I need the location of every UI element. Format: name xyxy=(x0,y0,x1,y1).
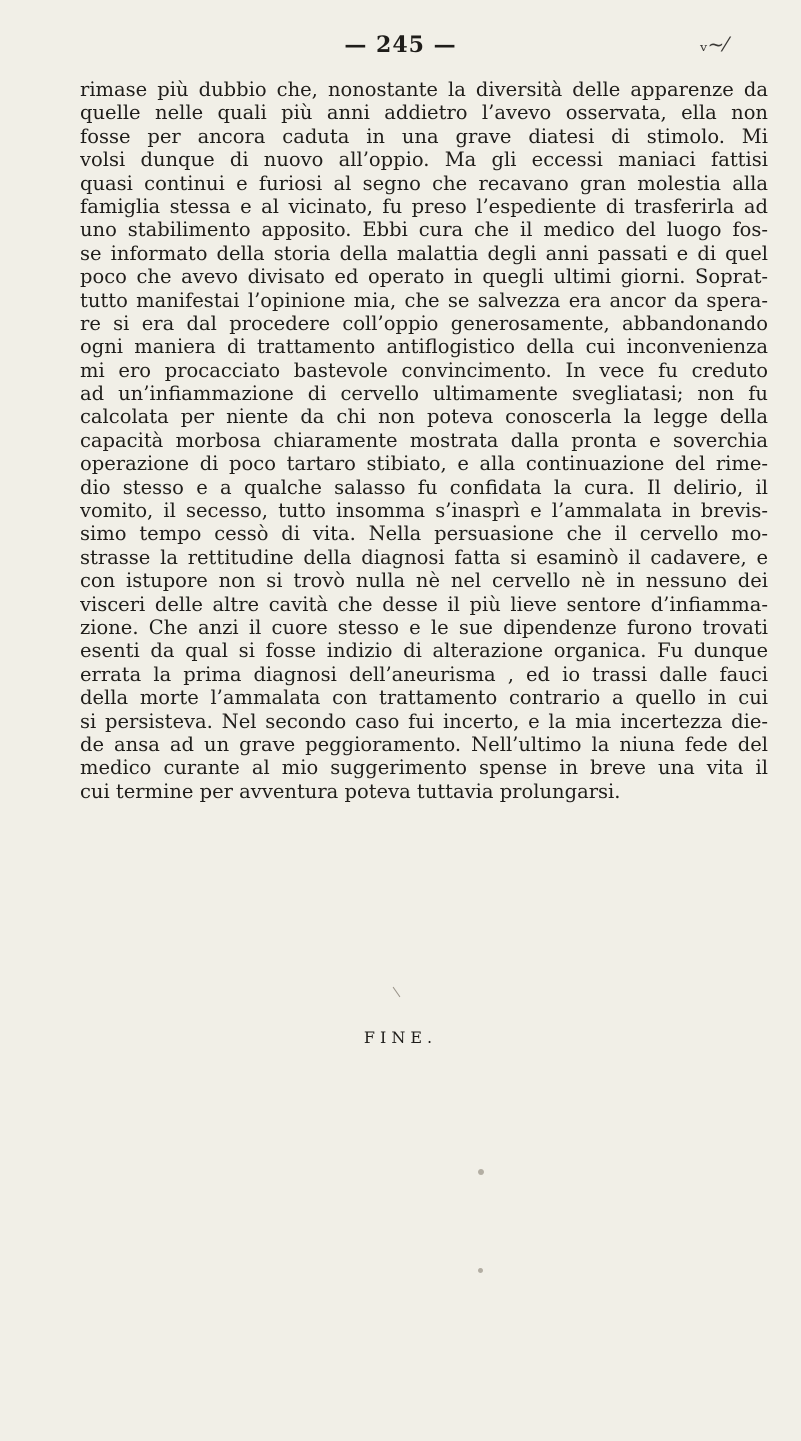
text-line: ad un’infiammazione di cervello ultimamente svegliatasi; non fu xyxy=(80,382,768,406)
text-line: re si era dal procedere coll’oppio generosamente, abbandonando xyxy=(80,311,768,335)
page-header xyxy=(0,22,801,62)
text-line: capacità morbosa chiaramente mostrata dalla pronta e soverchia xyxy=(80,428,768,452)
text-line: dio stesso e a qualche salasso fu confidata la cura. Il delirio, il xyxy=(80,475,768,499)
text-line: esenti da qual si fosse indizio di alterazione organica. Fu dunque xyxy=(80,639,768,663)
text-line: quasi continui e furiosi al segno che recavano gran molestia alla xyxy=(80,171,768,195)
text-line: tutto manifestai l’opinione mia, che se salvezza era ancor da spera- xyxy=(80,288,768,312)
text-line: con istupore non si trovò nulla nè nel cervello nè in nessuno dei xyxy=(80,569,768,593)
text-line: errata la prima diagnosi dell’aneurisma , ed io trassi dalle fauci xyxy=(80,662,768,686)
text-line: vomito, il secesso, tutto insomma s’inasprì e l’ammalata in brevis- xyxy=(80,499,768,523)
text-line: strasse la rettitudine della diagnosi fatta si esaminò il cadavere, e xyxy=(80,545,768,569)
text-line-last: cui termine per avventura poteva tuttavia prolungarsi. xyxy=(80,779,621,803)
text-line: quelle nelle quali più anni addietro l’avevo osservata, ella non xyxy=(80,101,768,125)
text-line: de ansa ad un grave peggioramento. Nell’ultimo la niuna fede del xyxy=(80,732,768,756)
text-line: rimase più dubbio che, nonostante la diversità delle apparenze da xyxy=(80,78,768,101)
text-line: ogni maniera di trattamento antiflogistico della cui inconvenienza xyxy=(80,335,768,359)
text-line: medico curante al mio suggerimento spense in breve una vita il xyxy=(80,756,768,780)
text-line: poco che avevo divisato ed operato in quegli ultimi giorni. Soprat- xyxy=(80,265,768,289)
text-line: se informato della storia della malattia degli anni passati e di quel xyxy=(80,241,768,265)
ink-tick xyxy=(393,987,401,997)
text-line: volsi dunque di nuovo all’oppio. Ma gli eccessi maniaci fattisi xyxy=(80,148,768,172)
text-line: famiglia stessa e al vicinato, fu preso l’espediente di trasferirla ad xyxy=(80,194,768,218)
corner-ink-mark: ᵥ~⁄ xyxy=(700,32,728,56)
text-line: visceri delle altre cavità che desse il più lieve sentore d’infiamma- xyxy=(80,592,768,616)
text-line: si persisteva. Nel secondo caso fui incerto, e la mia incertezza die- xyxy=(80,709,768,733)
text-line: operazione di poco tartaro stibiato, e alla continuazione del rime- xyxy=(80,452,768,476)
end-mark-fine: FINE. xyxy=(363,1028,438,1047)
body-text xyxy=(80,78,768,803)
text-line: zione. Che anzi il cuore stesso e le sue dipendenze furono trovati xyxy=(80,615,768,639)
text-line: della morte l’ammalata con trattamento contrario a quello in cui xyxy=(80,686,768,710)
text-line: fosse per ancora caduta in una grave diatesi di stimolo. Mi xyxy=(80,124,768,148)
page-number: — 245 — xyxy=(344,32,457,58)
text-line: mi ero procacciato bastevole convincimento. In vece fu creduto xyxy=(80,358,768,382)
text-line: simo tempo cessò di vita. Nella persuasione che il cervello mo- xyxy=(80,522,768,546)
text-line: uno stabilimento apposito. Ebbi cura che il medico del luogo fos- xyxy=(80,218,768,242)
text-line: calcolata per niente da chi non poteva conoscerla la legge della xyxy=(80,405,768,429)
ink-speck xyxy=(478,1169,484,1175)
ink-speck xyxy=(478,1268,483,1273)
